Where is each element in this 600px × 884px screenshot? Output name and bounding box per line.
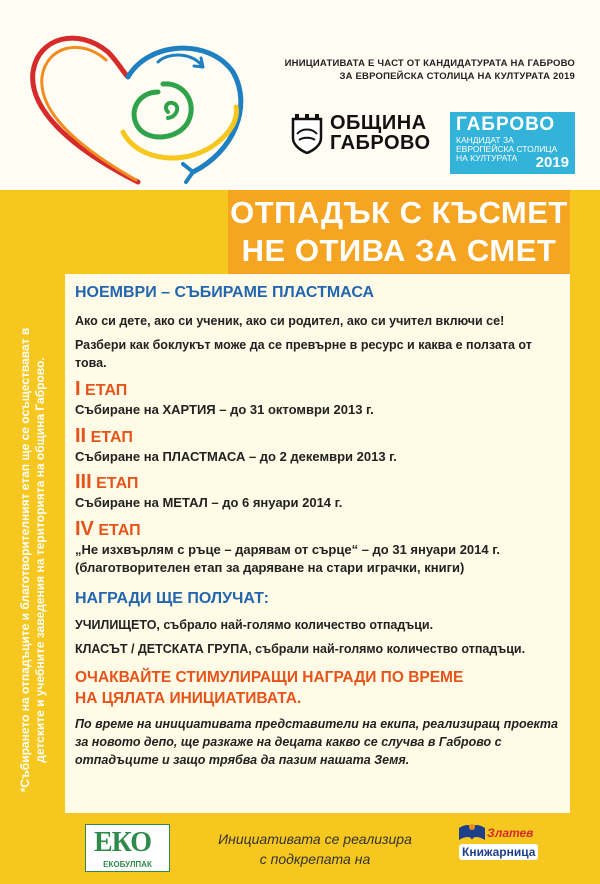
obshtina-logo bbox=[290, 112, 431, 154]
stage-word: ЕТАП bbox=[85, 382, 128, 400]
gabrovo-year: 2019 bbox=[535, 154, 569, 171]
stage-word: ЕТАП bbox=[98, 522, 141, 540]
ekobulpak-logo bbox=[85, 824, 170, 872]
stage-text: „Не изхвърлям с ръце – дарявам от сърце“ – до 31 януари 2014 г. bbox=[75, 542, 500, 558]
title-line: ОТПАДЪК С КЪСМЕТ bbox=[230, 195, 568, 230]
stage-number: III bbox=[75, 471, 92, 494]
zlatev-subtitle: Книжарница bbox=[459, 844, 538, 860]
expect-line: ОЧАКВАЙТЕ СТИМУЛИРАЩИ НАГРАДИ ПО ВРЕМЕ bbox=[75, 669, 464, 687]
stage-number: I bbox=[75, 378, 81, 401]
gabrovo-title: ГАБРОВО bbox=[456, 114, 556, 135]
stage-label bbox=[75, 425, 565, 448]
side-note bbox=[4, 290, 62, 830]
stage-number: II bbox=[75, 424, 87, 447]
prize-item: КЛАСЪТ / ДЕТСКАТА ГРУПА, събрали най-голямо количество отпадъци. bbox=[75, 642, 526, 657]
footer bbox=[65, 822, 570, 876]
book-icon bbox=[457, 822, 487, 844]
eko-name: ЕКОБУЛПАК bbox=[103, 860, 152, 869]
expect-line: НА ЦЯЛАТА ИНИЦИАТИВАТА. bbox=[75, 689, 302, 707]
initiative-note bbox=[275, 58, 575, 84]
sponsor-line: Инициативата се реализира bbox=[218, 831, 412, 847]
eko-mark: ЕКО bbox=[94, 827, 152, 858]
obshtina-city: ГАБРОВО bbox=[330, 132, 431, 154]
intro-paragraph: Ако си дете, ако си ученик, ако си родител, ако си учител включи се! bbox=[75, 314, 505, 328]
stage-text-note: (благотворителен етап за даряване на стари играчки, книги) bbox=[75, 559, 465, 575]
city-crest-icon bbox=[290, 112, 324, 154]
zlatev-bookstore-logo bbox=[455, 822, 555, 874]
sponsor-line: с подкрепата на bbox=[259, 850, 371, 867]
intro-paragraph: Разбери как боклукът може да се превърне в ресурс и каква е ползата от това. bbox=[75, 338, 532, 371]
stage-word: ЕТАП bbox=[96, 475, 139, 493]
sponsor-text bbox=[190, 830, 440, 869]
content-panel bbox=[65, 274, 570, 813]
stage-text: Събиране на ПЛАСТМАСА – до 2 декември 2013 г. bbox=[75, 448, 397, 464]
stage-number: IV bbox=[75, 518, 94, 541]
closing-paragraph: По време на инициативата представители на екипа, реализиращ проекта за новото депо, ще разкаже на децата какво се случва в Габрово с отпадъците и защо трябва да пазим нашата Земя. bbox=[75, 716, 558, 767]
gabrovo-subtitle: КАНДИДАТ ЗА ЕВРОПЕЙСКА СТОЛИЦА НА КУЛТУРАТА bbox=[456, 135, 558, 163]
prizes-heading: НАГРАДИ ЩЕ ПОЛУЧАТ: bbox=[75, 590, 269, 608]
stage-word: ЕТАП bbox=[90, 428, 133, 446]
stage-label bbox=[75, 378, 565, 401]
stage-text: Събиране на МЕТАЛ – до 6 януари 2014 г. bbox=[75, 495, 343, 511]
initiative-line: ЗА ЕВРОПЕЙСКА СТОЛИЦА НА КУЛТУРАТА 2019 bbox=[339, 70, 575, 82]
month-heading: НОЕМВРИ – СЪБИРАМЕ ПЛАСТМАСА bbox=[75, 284, 375, 301]
heart-swirl-logo-icon bbox=[18, 22, 258, 212]
expect-heading bbox=[75, 668, 565, 708]
title-line: НЕ ОТИВА ЗА СМЕТ bbox=[241, 233, 557, 268]
campaign-title bbox=[228, 190, 570, 274]
stage-text: Събиране на ХАРТИЯ – до 31 октомври 2013 г. bbox=[75, 402, 374, 418]
side-note-text: *Събирането на отпадъците и благотворителният етап ще се осъществават в детските и учебните заведения на територията на община Габрово. bbox=[18, 327, 47, 793]
obshtina-name: ОБЩИНА bbox=[330, 112, 427, 134]
zlatev-name: Златев bbox=[487, 826, 534, 840]
initiative-line: ИНИЦИАТИВАТА Е ЧАСТ ОТ КАНДИДАТУРАТА НА ГАБРОВО bbox=[284, 58, 575, 69]
stage-label bbox=[75, 518, 565, 541]
gabrovo-2019-badge bbox=[450, 112, 575, 174]
stage-label bbox=[75, 471, 565, 494]
prize-item: УЧИЛИЩЕТО, събрало най-голямо количество отпадъци. bbox=[75, 618, 434, 633]
